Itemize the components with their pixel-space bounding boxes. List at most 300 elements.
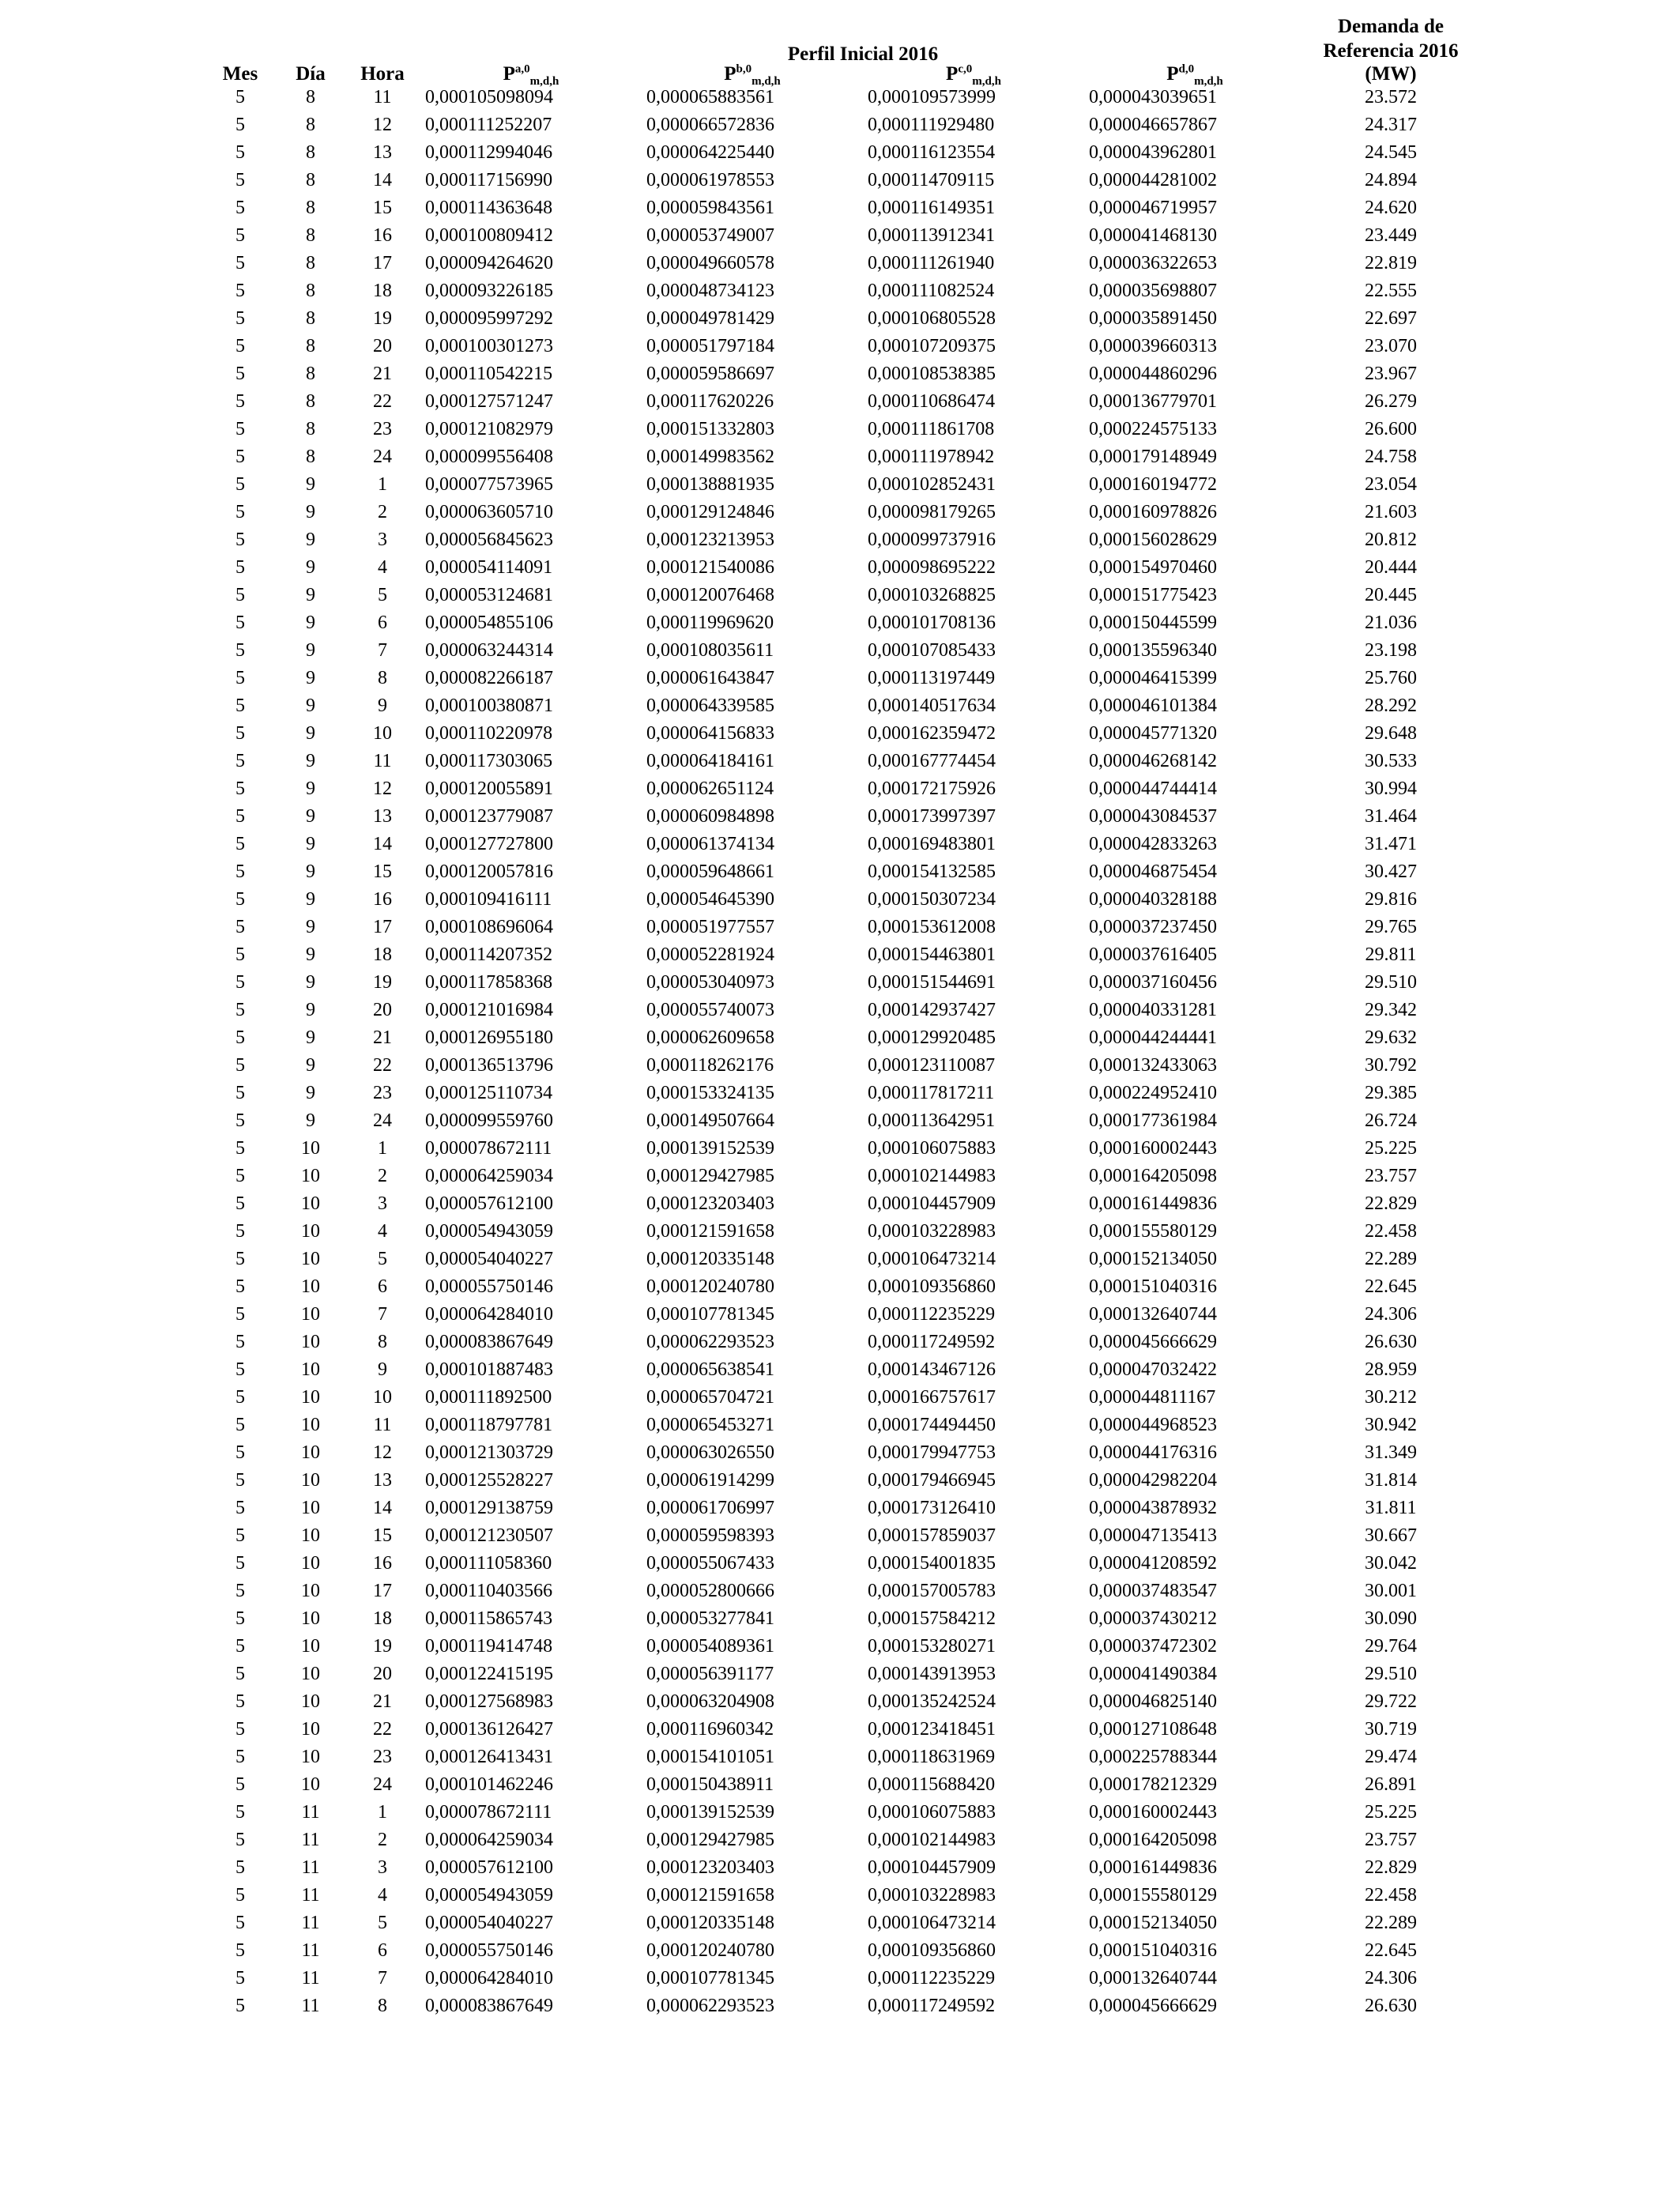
cell-pc0: 0,000154132585 (868, 861, 996, 882)
cell-demanda: 28.292 (1365, 696, 1417, 716)
cell-pa0: 0,000111252207 (425, 115, 552, 135)
table-row (204, 139, 1476, 167)
cell-demanda: 29.510 (1365, 972, 1417, 993)
cell-mes: 5 (235, 834, 245, 854)
table-row (204, 1909, 1476, 1937)
cell-dia: 8 (306, 142, 315, 163)
cell-hora: 2 (378, 502, 387, 522)
table-row (204, 1273, 1476, 1301)
cell-hora: 23 (373, 1083, 392, 1103)
cell-pd0: 0,000046719957 (1089, 198, 1217, 218)
table-row (204, 1633, 1476, 1661)
cell-pa0: 0,000100380871 (425, 696, 553, 716)
cell-pd0: 0,000035891450 (1089, 308, 1217, 329)
table-row (204, 1937, 1476, 1965)
cell-hora: 24 (373, 1774, 392, 1795)
cell-pb0: 0,000061914299 (646, 1470, 774, 1491)
cell-dia: 10 (301, 1221, 320, 1242)
cell-pc0: 0,000109356860 (868, 1940, 996, 1961)
cell-pa0: 0,000077573965 (425, 474, 553, 495)
demand-title (1305, 14, 1476, 64)
col-header-pd0 (1084, 62, 1305, 88)
cell-pd0: 0,000046268142 (1089, 751, 1217, 771)
cell-dia: 10 (301, 1193, 320, 1214)
cell-pa0: 0,000083867649 (425, 1332, 553, 1352)
cell-pb0: 0,000065453271 (646, 1415, 774, 1435)
cell-dia: 9 (306, 806, 315, 827)
cell-hora: 6 (378, 1940, 387, 1961)
cell-pc0: 0,000143467126 (868, 1359, 996, 1380)
cell-pb0: 0,000053040973 (646, 972, 774, 993)
cell-demanda: 30.533 (1365, 751, 1417, 771)
cell-pd0: 0,000164205098 (1089, 1830, 1217, 1850)
cell-hora: 12 (373, 778, 392, 799)
cell-demanda: 31.464 (1365, 806, 1417, 827)
cell-dia: 11 (301, 1857, 320, 1878)
cell-demanda: 23.054 (1365, 474, 1417, 495)
cell-hora: 1 (378, 1802, 387, 1823)
cell-dia: 11 (301, 1830, 320, 1850)
table-row (204, 941, 1476, 969)
cell-pb0: 0,000129427985 (646, 1166, 774, 1186)
cell-dia: 9 (306, 751, 315, 771)
cell-dia: 10 (301, 1525, 320, 1546)
cell-pa0: 0,000123779087 (425, 806, 553, 827)
demand-title-line1: Demanda de (1337, 16, 1445, 37)
cell-pd0: 0,000160002443 (1089, 1138, 1217, 1159)
cell-mes: 5 (235, 225, 245, 246)
cell-pa0: 0,000110403566 (425, 1581, 553, 1601)
cell-hora: 7 (378, 1304, 387, 1325)
cell-hora: 17 (373, 253, 392, 273)
cell-demanda: 23.070 (1365, 336, 1417, 356)
cell-pd0: 0,000046657867 (1089, 115, 1217, 135)
cell-mes: 5 (235, 557, 245, 578)
cell-mes: 5 (235, 1083, 245, 1103)
cell-mes: 5 (235, 391, 245, 412)
cell-pa0: 0,000105098094 (425, 87, 553, 107)
col-header-dia: Día (296, 62, 326, 85)
cell-pc0: 0,000166757617 (868, 1387, 996, 1408)
cell-dia: 10 (301, 1249, 320, 1269)
cell-pb0: 0,000061706997 (646, 1498, 774, 1518)
cell-pd0: 0,000152134050 (1089, 1249, 1217, 1269)
cell-demanda: 24.620 (1365, 198, 1417, 218)
cell-dia: 10 (301, 1636, 320, 1657)
table-row (204, 250, 1476, 277)
cell-mes: 5 (235, 778, 245, 799)
cell-hora: 15 (373, 861, 392, 882)
table-row (204, 1163, 1476, 1190)
cell-pb0: 0,000048734123 (646, 281, 774, 301)
cell-demanda: 23.572 (1365, 87, 1417, 107)
table-row (204, 1190, 1476, 1218)
cell-hora: 1 (378, 474, 387, 495)
cell-pc0: 0,000115688420 (868, 1774, 996, 1795)
cell-pb0: 0,000062651124 (646, 778, 774, 799)
cell-dia: 9 (306, 1110, 315, 1131)
table-row (204, 360, 1476, 388)
table-row (204, 637, 1476, 665)
cell-demanda: 31.814 (1365, 1470, 1417, 1491)
cell-hora: 12 (373, 1442, 392, 1463)
table-row (204, 333, 1476, 360)
cell-pd0: 0,000164205098 (1089, 1166, 1217, 1186)
cell-hora: 20 (373, 1000, 392, 1020)
cell-pa0: 0,000054114091 (425, 557, 553, 578)
cell-dia: 11 (301, 1968, 320, 1989)
cell-pa0: 0,000083867649 (425, 1996, 553, 2016)
cell-pa0: 0,000111058360 (425, 1553, 552, 1574)
cell-mes: 5 (235, 1110, 245, 1131)
cell-mes: 5 (235, 530, 245, 550)
cell-pa0: 0,000127568983 (425, 1691, 553, 1712)
cell-pa0: 0,000125110734 (425, 1083, 553, 1103)
cell-mes: 5 (235, 640, 245, 661)
cell-dia: 9 (306, 696, 315, 716)
cell-demanda: 29.342 (1365, 1000, 1417, 1020)
cell-pd0: 0,000044281002 (1089, 170, 1217, 190)
cell-pd0: 0,000037160456 (1089, 972, 1217, 993)
cell-pb0: 0,000107781345 (646, 1968, 774, 1989)
cell-pc0: 0,000111082524 (868, 281, 995, 301)
cell-pb0: 0,000063204908 (646, 1691, 774, 1712)
cell-dia: 8 (306, 225, 315, 246)
cell-pb0: 0,000061978553 (646, 170, 774, 190)
cell-dia: 10 (301, 1276, 320, 1297)
cell-pd0: 0,000046415399 (1089, 668, 1217, 688)
cell-pc0: 0,000102144983 (868, 1830, 996, 1850)
cell-hora: 9 (378, 1359, 387, 1380)
cell-demanda: 20.812 (1365, 530, 1417, 550)
cell-pb0: 0,000121591658 (646, 1885, 774, 1906)
table-row (204, 582, 1476, 609)
cell-pb0: 0,000065638541 (646, 1359, 774, 1380)
header-group-row (204, 14, 1476, 64)
cell-pc0: 0,000106473214 (868, 1913, 996, 1933)
cell-pa0: 0,000115865743 (425, 1608, 553, 1629)
cell-hora: 10 (373, 1387, 392, 1408)
cell-pb0: 0,000138881935 (646, 474, 774, 495)
cell-pb0: 0,000063026550 (646, 1442, 774, 1463)
cell-pb0: 0,000061643847 (646, 668, 774, 688)
cell-mes: 5 (235, 1608, 245, 1629)
cell-hora: 4 (378, 1885, 387, 1906)
cell-pc0: 0,000107085433 (868, 640, 996, 661)
cell-pb0: 0,000116960342 (646, 1719, 774, 1740)
cell-demanda: 29.811 (1365, 944, 1417, 965)
cell-demanda: 28.959 (1365, 1359, 1417, 1380)
col-header-pb0 (642, 62, 863, 88)
table-body (204, 84, 1476, 2020)
cell-pb0: 0,000108035611 (646, 640, 774, 661)
cell-demanda: 25.225 (1365, 1802, 1417, 1823)
cell-pb0: 0,000051977557 (646, 917, 774, 937)
table-row (204, 1301, 1476, 1329)
col-header-mes: Mes (222, 62, 258, 85)
cell-mes: 5 (235, 751, 245, 771)
cell-mes: 5 (235, 474, 245, 495)
cell-dia: 11 (301, 1996, 320, 2016)
cell-demanda: 23.449 (1365, 225, 1417, 246)
cell-pa0: 0,000099559760 (425, 1110, 553, 1131)
cell-hora: 2 (378, 1830, 387, 1850)
cell-demanda: 29.765 (1365, 917, 1417, 937)
cell-pb0: 0,000151332803 (646, 419, 774, 439)
cell-hora: 9 (378, 696, 387, 716)
table-row (204, 1218, 1476, 1246)
cell-dia: 10 (301, 1553, 320, 1574)
cell-pc0: 0,000107209375 (868, 336, 996, 356)
cell-pa0: 0,000053124681 (425, 585, 553, 605)
cell-pc0: 0,000167774454 (868, 751, 996, 771)
cell-demanda: 29.385 (1365, 1083, 1417, 1103)
cell-dia: 8 (306, 419, 315, 439)
cell-pd0: 0,000041208592 (1089, 1553, 1217, 1574)
cell-pc0: 0,000112235229 (868, 1968, 996, 1989)
cell-pa0: 0,000101462246 (425, 1774, 553, 1795)
cell-pb0: 0,000064184161 (646, 751, 774, 771)
cell-pc0: 0,000135242524 (868, 1691, 996, 1712)
cell-pa0: 0,000063244314 (425, 640, 553, 661)
cell-pa0: 0,000120055891 (425, 778, 553, 799)
cell-mes: 5 (235, 198, 245, 218)
cell-pc0: 0,000117817211 (868, 1083, 995, 1103)
cell-mes: 5 (235, 1249, 245, 1269)
cell-pb0: 0,000062293523 (646, 1332, 774, 1352)
cell-mes: 5 (235, 447, 245, 467)
cell-demanda: 22.829 (1365, 1857, 1417, 1878)
table-row (204, 1467, 1476, 1495)
table-row (204, 665, 1476, 692)
table-row (204, 1965, 1476, 1992)
cell-hora: 13 (373, 1470, 392, 1491)
cell-pd0: 0,000037616405 (1089, 944, 1217, 965)
cell-pa0: 0,000136126427 (425, 1719, 553, 1740)
cell-pa0: 0,000054040227 (425, 1249, 553, 1269)
cell-pc0: 0,000150307234 (868, 889, 996, 910)
cell-pb0: 0,000129427985 (646, 1830, 774, 1850)
cell-pa0: 0,000064259034 (425, 1830, 553, 1850)
cell-pb0: 0,000064156833 (646, 723, 774, 744)
cell-demanda: 22.645 (1365, 1276, 1417, 1297)
cell-dia: 10 (301, 1747, 320, 1767)
col-header-pb0-sub: m,d,h (751, 74, 781, 88)
cell-hora: 6 (378, 1276, 387, 1297)
header-columns-row (204, 64, 1476, 84)
cell-pb0: 0,000060984898 (646, 806, 774, 827)
cell-mes: 5 (235, 281, 245, 301)
cell-hora: 4 (378, 557, 387, 578)
cell-hora: 17 (373, 1581, 392, 1601)
cell-dia: 9 (306, 723, 315, 744)
cell-mes: 5 (235, 364, 245, 384)
cell-demanda: 29.816 (1365, 889, 1417, 910)
cell-pb0: 0,000120240780 (646, 1940, 774, 1961)
cell-demanda: 30.427 (1365, 861, 1417, 882)
cell-mes: 5 (235, 1166, 245, 1186)
cell-dia: 8 (306, 198, 315, 218)
cell-pd0: 0,000042833263 (1089, 834, 1217, 854)
cell-pd0: 0,000132640744 (1089, 1968, 1217, 1989)
col-header-pa0-sub: m,d,h (529, 74, 559, 88)
cell-pc0: 0,000102144983 (868, 1166, 996, 1186)
cell-demanda: 29.474 (1365, 1747, 1417, 1767)
cell-pa0: 0,000127571247 (425, 391, 553, 412)
cell-pd0: 0,000154970460 (1089, 557, 1217, 578)
cell-pc0: 0,000157584212 (868, 1608, 996, 1629)
col-header-pb0-base: P (724, 62, 736, 85)
cell-mes: 5 (235, 142, 245, 163)
cell-dia: 10 (301, 1138, 320, 1159)
cell-hora: 11 (373, 1415, 392, 1435)
cell-hora: 8 (378, 668, 387, 688)
cell-hora: 3 (378, 530, 387, 550)
cell-pc0: 0,000111861708 (868, 419, 995, 439)
cell-pa0: 0,000095997292 (425, 308, 553, 329)
cell-pd0: 0,000152134050 (1089, 1913, 1217, 1933)
cell-pd0: 0,000037472302 (1089, 1636, 1217, 1657)
cell-dia: 8 (306, 447, 315, 467)
cell-dia: 8 (306, 170, 315, 190)
cell-pb0: 0,000121540086 (646, 557, 774, 578)
cell-pa0: 0,000117858368 (425, 972, 553, 993)
cell-pb0: 0,000123203403 (646, 1857, 774, 1878)
table-row (204, 1107, 1476, 1135)
cell-pc0: 0,000154463801 (868, 944, 996, 965)
cell-pa0: 0,000063605710 (425, 502, 553, 522)
col-header-pb0-sup: b,0 (736, 62, 752, 76)
table-row (204, 194, 1476, 222)
cell-dia: 10 (301, 1470, 320, 1491)
cell-dia: 9 (306, 557, 315, 578)
cell-mes: 5 (235, 1968, 245, 1989)
table-row (204, 416, 1476, 443)
table-row (204, 748, 1476, 775)
col-header-hora: Hora (360, 62, 405, 85)
col-header-pc0 (863, 62, 1084, 88)
cell-pc0: 0,000162359472 (868, 723, 996, 744)
cell-hora: 12 (373, 115, 392, 135)
cell-hora: 15 (373, 1525, 392, 1546)
table-row (204, 1080, 1476, 1107)
cell-demanda: 30.719 (1365, 1719, 1417, 1740)
cell-mes: 5 (235, 1719, 245, 1740)
cell-pa0: 0,000055750146 (425, 1276, 553, 1297)
cell-pb0: 0,000061374134 (646, 834, 774, 854)
cell-dia: 8 (306, 115, 315, 135)
cell-pb0: 0,000119969620 (646, 613, 774, 633)
cell-dia: 9 (306, 1027, 315, 1048)
cell-mes: 5 (235, 1830, 245, 1850)
cell-dia: 10 (301, 1581, 320, 1601)
spacer-mes (204, 14, 277, 64)
table-row (204, 1661, 1476, 1688)
cell-pa0: 0,000054855106 (425, 613, 553, 633)
cell-pd0: 0,000155580129 (1089, 1885, 1217, 1906)
cell-dia: 10 (301, 1498, 320, 1518)
cell-dia: 9 (306, 1055, 315, 1076)
cell-mes: 5 (235, 889, 245, 910)
cell-pa0: 0,000108696064 (425, 917, 553, 937)
cell-dia: 9 (306, 1000, 315, 1020)
cell-pc0: 0,000114709115 (868, 170, 995, 190)
cell-pd0: 0,000224575133 (1089, 419, 1217, 439)
cell-hora: 21 (373, 364, 392, 384)
cell-hora: 20 (373, 1664, 392, 1684)
cell-pb0: 0,000053277841 (646, 1608, 774, 1629)
cell-pa0: 0,000114207352 (425, 944, 553, 965)
cell-dia: 10 (301, 1166, 320, 1186)
cell-pd0: 0,000136779701 (1089, 391, 1217, 412)
cell-mes: 5 (235, 1138, 245, 1159)
cell-hora: 18 (373, 944, 392, 965)
cell-pb0: 0,000139152539 (646, 1138, 774, 1159)
cell-dia: 8 (306, 87, 315, 107)
cell-pb0: 0,000064339585 (646, 696, 774, 716)
cell-mes: 5 (235, 1027, 245, 1048)
cell-dia: 9 (306, 530, 315, 550)
col-header-pd0-sub: m,d,h (1194, 74, 1223, 88)
table-row (204, 277, 1476, 305)
cell-dia: 8 (306, 308, 315, 329)
cell-pd0: 0,000225788344 (1089, 1747, 1217, 1767)
cell-demanda: 24.545 (1365, 142, 1417, 163)
cell-pa0: 0,000110542215 (425, 364, 553, 384)
cell-dia: 10 (301, 1332, 320, 1352)
cell-dia: 10 (301, 1608, 320, 1629)
cell-pc0: 0,000123418451 (868, 1719, 996, 1740)
cell-pd0: 0,000160194772 (1089, 474, 1217, 495)
col-header-pc0-sub: m,d,h (972, 74, 1001, 88)
cell-pc0: 0,000116123554 (868, 142, 996, 163)
cell-pb0: 0,000066572836 (646, 115, 774, 135)
cell-pa0: 0,000126955180 (425, 1027, 553, 1048)
cell-pc0: 0,000099737916 (868, 530, 996, 550)
cell-dia: 9 (306, 502, 315, 522)
cell-pd0: 0,000041490384 (1089, 1664, 1217, 1684)
cell-demanda: 24.758 (1365, 447, 1417, 467)
cell-hora: 23 (373, 419, 392, 439)
cell-dia: 9 (306, 613, 315, 633)
cell-pa0: 0,000111892500 (425, 1387, 552, 1408)
cell-pd0: 0,000043878932 (1089, 1498, 1217, 1518)
col-header-pd0-base: P (1166, 62, 1179, 85)
cell-hora: 4 (378, 1221, 387, 1242)
cell-pc0: 0,000104457909 (868, 1857, 996, 1878)
cell-pb0: 0,000117620226 (646, 391, 774, 412)
cell-pc0: 0,000098179265 (868, 502, 996, 522)
cell-dia: 9 (306, 861, 315, 882)
cell-demanda: 25.225 (1365, 1138, 1417, 1159)
cell-pd0: 0,000151775423 (1089, 585, 1217, 605)
cell-pd0: 0,000156028629 (1089, 530, 1217, 550)
cell-pb0: 0,000062609658 (646, 1027, 774, 1048)
cell-pd0: 0,000037483547 (1089, 1581, 1217, 1601)
cell-mes: 5 (235, 944, 245, 965)
cell-pc0: 0,000111978942 (868, 447, 995, 467)
cell-dia: 9 (306, 1083, 315, 1103)
cell-pd0: 0,000039660313 (1089, 336, 1217, 356)
cell-pb0: 0,000149507664 (646, 1110, 774, 1131)
cell-demanda: 21.036 (1365, 613, 1417, 633)
cell-pa0: 0,000120057816 (425, 861, 553, 882)
cell-pd0: 0,000177361984 (1089, 1110, 1217, 1131)
cell-demanda: 29.632 (1365, 1027, 1417, 1048)
cell-demanda: 23.198 (1365, 640, 1417, 661)
cell-hora: 22 (373, 391, 392, 412)
cell-pa0: 0,000056845623 (425, 530, 553, 550)
